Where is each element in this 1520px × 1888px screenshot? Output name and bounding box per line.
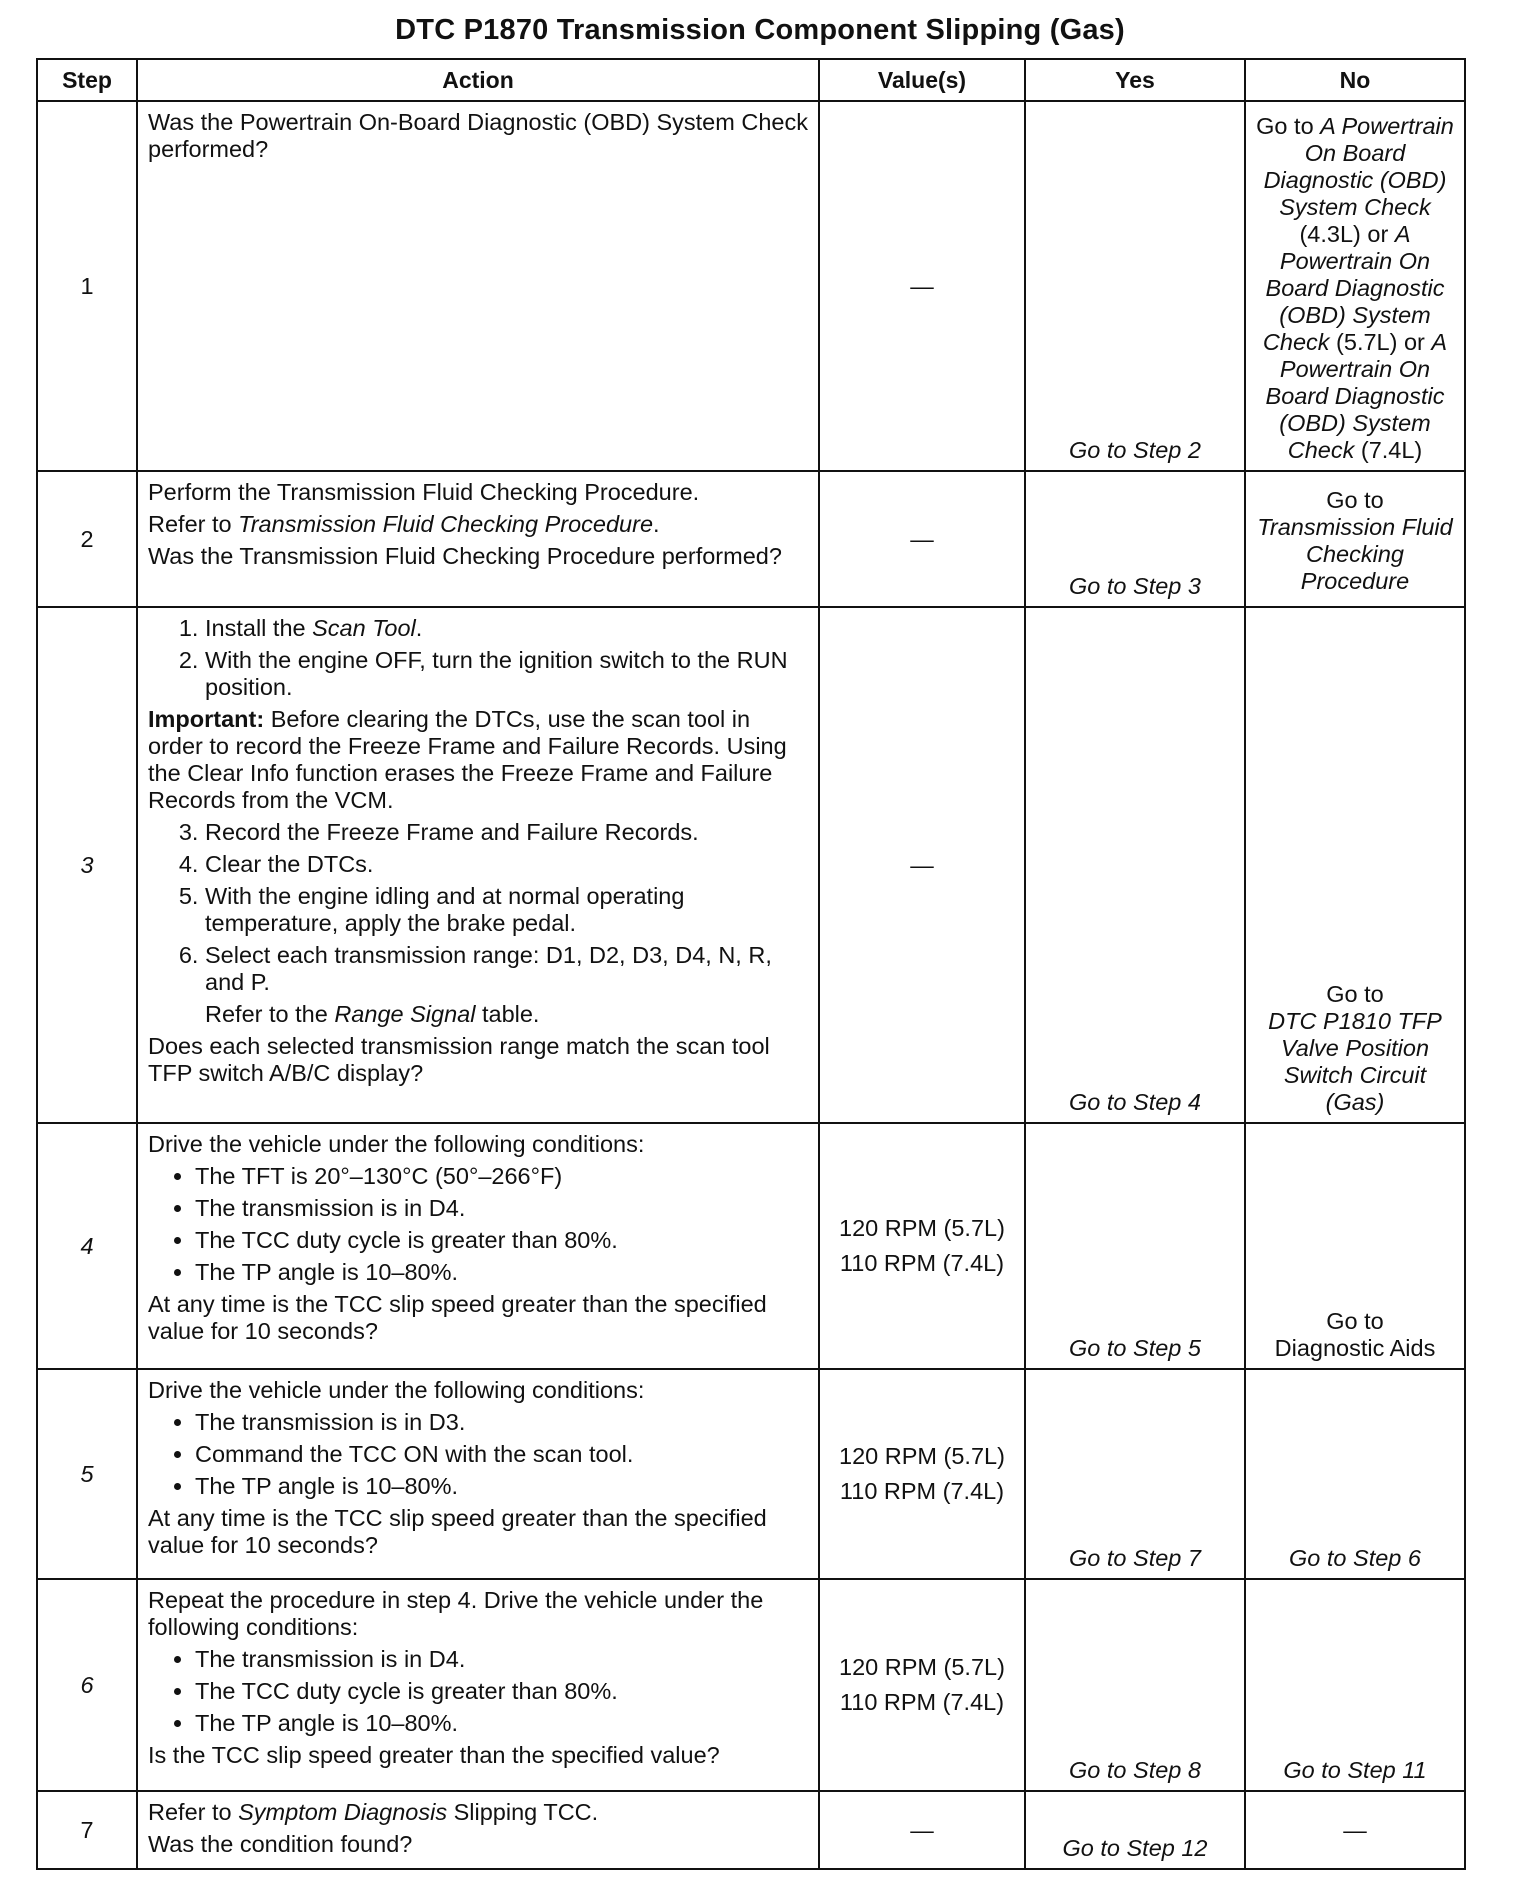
action-step: 5. With the engine idling and at normal operating temperature, apply the brake pedal. (205, 883, 808, 937)
value-cell (819, 1579, 1025, 1791)
yes-cell: Go to Step 12 (1025, 1791, 1245, 1869)
action-step (205, 615, 808, 642)
action-text-part: Install the (205, 615, 313, 641)
header-no: No (1245, 59, 1465, 101)
table-row (37, 101, 1465, 471)
no-cell (1245, 471, 1465, 607)
condition-item: • The TCC duty cycle is greater than 80%. (195, 1678, 808, 1705)
no-cell (1245, 1123, 1465, 1369)
action-text (148, 1799, 808, 1826)
no-text: Go to (1256, 113, 1321, 139)
value-line: 120 RPM (5.7L) (839, 1443, 1005, 1469)
value-cell (819, 1123, 1025, 1369)
table-header-row (37, 59, 1465, 101)
condition-item: • The TFT is 20°–130°C (50°–266°F) (195, 1163, 808, 1190)
action-step-reference (205, 1001, 808, 1028)
action-ref: Range Signal (334, 1001, 476, 1027)
condition-item: • The transmission is in D4. (195, 1195, 808, 1222)
condition-item: • The TP angle is 10–80%. (195, 1473, 808, 1500)
action-step: 2. With the engine OFF, turn the ignition switch to the RUN position. (205, 647, 808, 701)
condition-item: • The TCC duty cycle is greater than 80%. (195, 1227, 808, 1254)
action-step: 6. Select each transmission range: D1, D2, D3, D4, N, R, and P. (205, 942, 808, 996)
no-ref-link: DTC P1810 TFP Valve Position Switch Circuit (Gas) (1268, 1008, 1442, 1115)
yes-cell: Go to Step 5 (1025, 1123, 1245, 1369)
page-title: DTC P1870 Transmission Component Slipping (Gas) (395, 14, 1125, 46)
value-cell: — (819, 1791, 1025, 1869)
action-question: Does each selected transmission range match the scan tool TFP switch A/B/C display? (148, 1033, 770, 1086)
action-cell (137, 101, 819, 471)
yes-cell: Go to Step 8 (1025, 1579, 1245, 1791)
value-line: 120 RPM (5.7L) (839, 1215, 1005, 1241)
no-cell: Go to Step 6 (1245, 1369, 1465, 1579)
action-question: Was the Powertrain On-Board Diagnostic (OBD) System Check performed? (148, 109, 808, 162)
no-cell: — (1245, 1791, 1465, 1869)
yes-cell: Go to Step 7 (1025, 1369, 1245, 1579)
no-ref: Diagnostic Aids (1274, 1335, 1436, 1361)
step-number: 6 (37, 1579, 137, 1791)
important-note (148, 706, 808, 814)
value-cell (819, 1369, 1025, 1579)
step-number: 1 (37, 101, 137, 471)
action-ref: Transmission Fluid Checking Procedure (238, 511, 654, 537)
condition-item: • The TP angle is 10–80%. (195, 1710, 808, 1737)
action-text (148, 511, 808, 538)
action-text-part: Refer to (148, 511, 239, 537)
action-text-part: Slipping TCC. (447, 1799, 599, 1825)
no-text: (7.4L) (1354, 437, 1423, 463)
action-ref: Scan Tool (312, 615, 416, 641)
value-cell: — (819, 607, 1025, 1123)
table-row (37, 1369, 1465, 1579)
action-question: At any time is the TCC slip speed greater than the specified value for 10 seconds? (148, 1291, 767, 1344)
no-cell (1245, 607, 1465, 1123)
condition-list (148, 1646, 808, 1737)
important-text: Before clearing the DTCs, use the scan tool in order to record the Freeze Frame and Failure Records. Using the Clear Info function erases the Freeze Frame and Failure Records from the VCM. (148, 706, 787, 813)
value-cell: — (819, 101, 1025, 471)
table-row (37, 471, 1465, 607)
table-row (37, 1579, 1465, 1791)
header-values: Value(s) (819, 59, 1025, 101)
step-number: 5 (37, 1369, 137, 1579)
action-text: Perform the Transmission Fluid Checking Procedure. (148, 479, 700, 505)
step-number: 2 (37, 471, 137, 607)
condition-list (148, 1409, 808, 1500)
no-cell (1245, 101, 1465, 471)
value-cell: — (819, 471, 1025, 607)
action-ref: Symptom Diagnosis (238, 1799, 448, 1825)
action-question: At any time is the TCC slip speed greater than the specified value for 10 seconds? (148, 1505, 767, 1558)
step-number: 7 (37, 1791, 137, 1869)
action-text: Drive the vehicle under the following conditions: (148, 1377, 645, 1403)
action-text: Repeat the procedure in step 4. Drive the vehicle under the following conditions: (148, 1587, 764, 1640)
no-ref-link: A Powertrain On Board Diagnostic (OBD) System Check (1262, 221, 1445, 355)
action-cell (137, 1579, 819, 1791)
condition-item: • The transmission is in D4. (195, 1646, 808, 1673)
action-step: 3. Record the Freeze Frame and Failure Records. (205, 819, 808, 846)
yes-cell: Go to Step 4 (1025, 607, 1245, 1123)
condition-item: • The TP angle is 10–80%. (195, 1259, 808, 1286)
action-text-part: table. (475, 1001, 540, 1027)
no-ref-link: A Powertrain On Board Diagnostic (OBD) System Check (1263, 113, 1454, 220)
condition-list (148, 1163, 808, 1286)
no-text: (4.3L) or (1299, 221, 1395, 247)
step-number: 3 (37, 607, 137, 1123)
action-text-part: . (415, 615, 423, 641)
action-steps (148, 615, 808, 701)
header-action: Action (137, 59, 819, 101)
yes-cell: Go to Step 3 (1025, 471, 1245, 607)
table-row (37, 1791, 1465, 1869)
action-cell (137, 471, 819, 607)
no-cell: Go to Step 11 (1245, 1579, 1465, 1791)
value-line: 110 RPM (7.4L) (839, 1250, 1005, 1276)
action-text-part: . (653, 511, 660, 537)
action-cell (137, 1123, 819, 1369)
yes-cell: Go to Step 2 (1025, 101, 1245, 471)
action-cell (137, 607, 819, 1123)
action-text-part: Refer to (148, 1799, 239, 1825)
no-text: Go to (1326, 487, 1384, 513)
action-question: Was the condition found? (148, 1831, 413, 1857)
step-number: 4 (37, 1123, 137, 1369)
condition-item: • The transmission is in D3. (195, 1409, 808, 1436)
action-text-part: Refer to the (205, 1001, 335, 1027)
no-ref-link: A Powertrain On Board Diagnostic (OBD) System Check (1265, 329, 1448, 463)
table-row (37, 1123, 1465, 1369)
no-ref-link: Transmission Fluid Checking Procedure (1257, 514, 1453, 594)
action-question: Is the TCC slip speed greater than the specified value? (148, 1742, 720, 1768)
no-text: Go to (1326, 981, 1384, 1007)
action-steps (148, 819, 808, 1028)
value-line: 110 RPM (7.4L) (839, 1689, 1005, 1715)
action-cell (137, 1791, 819, 1869)
table-row (37, 607, 1465, 1123)
diagnostic-table (36, 58, 1466, 1870)
no-text: Go to (1326, 1308, 1384, 1334)
header-yes: Yes (1025, 59, 1245, 101)
header-step: Step (37, 59, 137, 101)
value-line: 120 RPM (5.7L) (839, 1654, 1005, 1680)
action-step: 4. Clear the DTCs. (205, 851, 808, 878)
action-question: Was the Transmission Fluid Checking Procedure performed? (148, 543, 782, 569)
action-text: Drive the vehicle under the following conditions: (148, 1131, 645, 1157)
no-text: (5.7L) or (1329, 329, 1432, 355)
condition-item: • Command the TCC ON with the scan tool. (195, 1441, 808, 1468)
important-label: Important: (148, 706, 265, 732)
value-line: 110 RPM (7.4L) (839, 1478, 1005, 1504)
action-cell (137, 1369, 819, 1579)
